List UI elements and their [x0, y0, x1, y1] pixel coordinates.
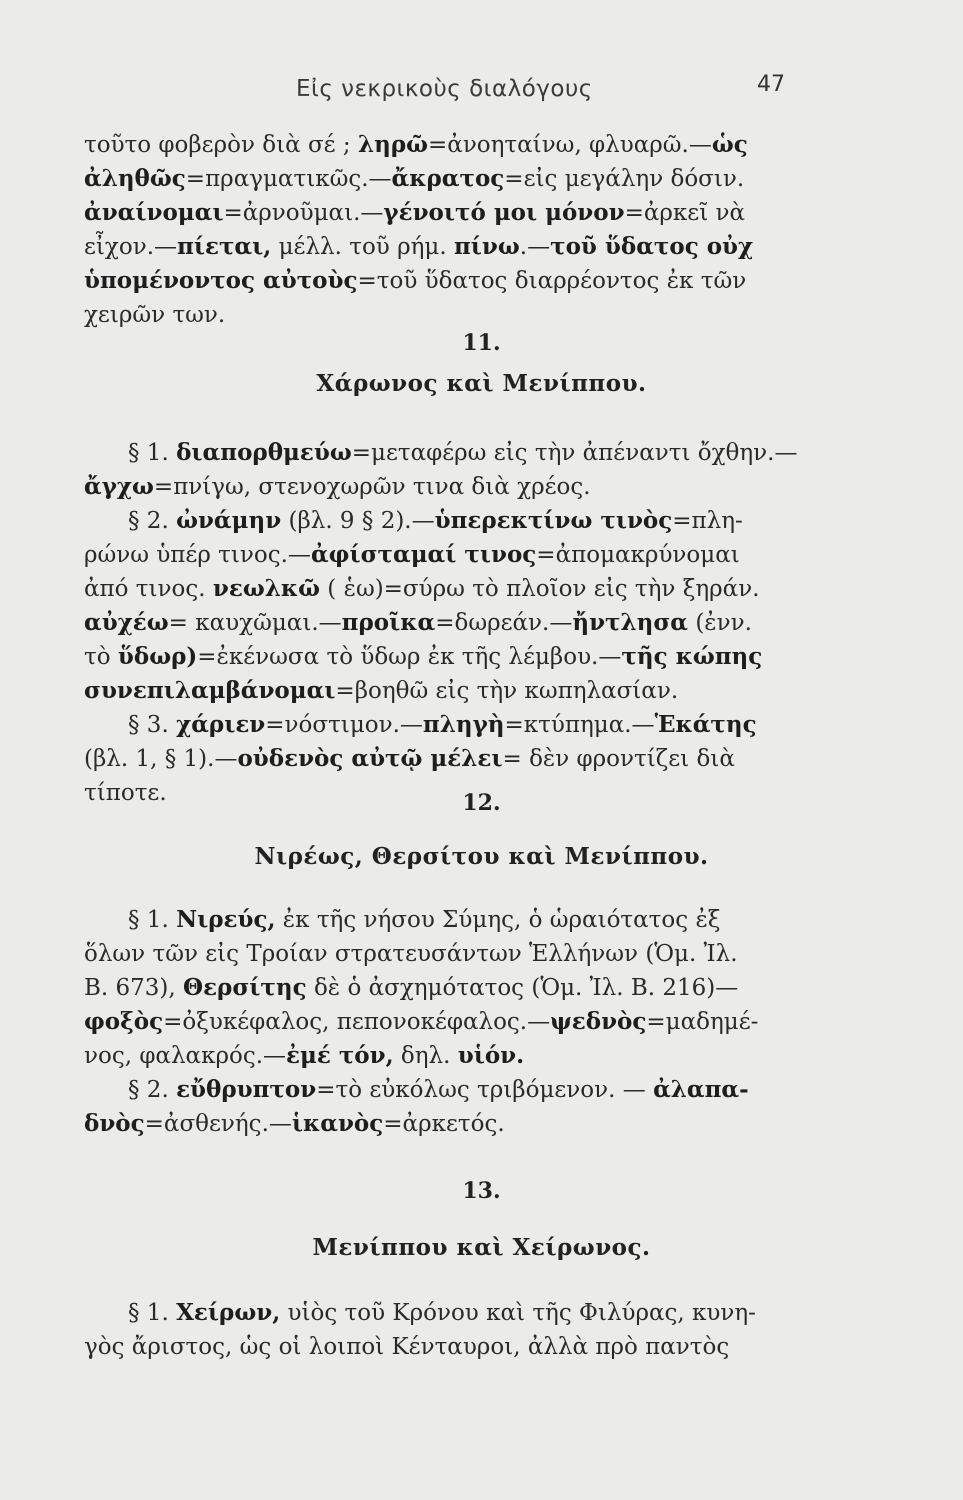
glossary-term: ψεδνὸς: [550, 1008, 647, 1035]
glossary-term: ὑπομένοντος αὐτοὺς: [84, 267, 358, 294]
text-line: [84, 196, 814, 230]
glossary-term: Θερσίτης: [183, 974, 307, 1001]
text-run: Β. 673),: [84, 975, 184, 1001]
text-line: [84, 903, 814, 937]
glossary-block-11: [84, 436, 814, 810]
text-run: (βλ. 9 § 2).—: [281, 508, 435, 534]
text-run: (ἐνν.: [688, 610, 752, 636]
text-run: =ἀσθενής.—: [144, 1111, 292, 1137]
section-title-13: Μενίππου καὶ Χείρωνος.: [312, 1234, 651, 1261]
text-run: (βλ. 1, § 1).—: [84, 746, 238, 772]
glossary-term: Νιρεύς,: [176, 906, 276, 933]
text-run: υἱὸς τοῦ Κρόνου καὶ τῆς Φιλύρας, κυνη-: [280, 1300, 756, 1326]
text-line: [84, 708, 814, 742]
text-run: δηλ.: [393, 1043, 458, 1069]
text-run: =πλη-: [672, 508, 743, 534]
text-run: =νόστιμον.—: [265, 712, 423, 738]
text-line: [84, 606, 814, 640]
glossary-term: δνὸς: [84, 1110, 145, 1137]
text-run: τίποτε.: [84, 780, 167, 806]
glossary-term: ἀλαπα-: [653, 1076, 749, 1103]
glossary-term: ἀφίσταμαί τινος: [310, 541, 537, 568]
text-run: =ἀρνοῦμαι.—: [223, 200, 384, 226]
section-number-12: 12.: [462, 790, 501, 816]
text-run: § 1.: [128, 440, 177, 466]
page-header: [0, 72, 963, 112]
glossary-term: Χείρων,: [176, 1299, 281, 1326]
glossary-term: Ἑκάτης: [654, 711, 757, 738]
text-line: [84, 1107, 814, 1141]
text-run: χειρῶν των.: [84, 302, 226, 328]
page-number: 47: [757, 72, 785, 97]
text-run: =δωρεάν.—: [435, 610, 573, 636]
text-line: [84, 162, 814, 196]
text-line: [84, 971, 814, 1005]
glossary-term: ὕδωρ): [117, 643, 198, 670]
text-line: [84, 1296, 814, 1330]
glossary-term: διαπορθμεύω: [176, 439, 352, 466]
text-run: = δὲν φροντίζει διὰ: [502, 746, 735, 772]
glossary-term: ἐμέ τόν,: [286, 1042, 394, 1069]
glossary-term: πίνω: [453, 233, 520, 260]
text-run: =εἰς μεγάλην δόσιν.: [504, 166, 745, 192]
text-line: [84, 436, 814, 470]
text-run: γὸς ἄριστος, ὡς οἱ λοιποὶ Κένταυροι, ἀλλὰ πρὸ παντὸς: [84, 1334, 730, 1360]
text-run: ἐκ τῆς νήσου Σύμης, ὁ ὡραιότατος ἐξ: [275, 907, 721, 933]
text-run: § 2.: [128, 1077, 177, 1103]
text-run: ( ἑω)=σύρω τὸ πλοῖον εἰς τὴν ξηράν.: [320, 576, 760, 602]
text-run: =βοηθῶ εἰς τὴν κωπηλασίαν.: [335, 678, 679, 704]
text-line: [84, 504, 814, 538]
glossary-term: χάριεν: [176, 711, 266, 738]
text-line: [84, 470, 814, 504]
glossary-block-12: [84, 903, 814, 1141]
running-head: Εἰς νεκρικοὺς διαλόγους: [296, 76, 593, 102]
glossary-term: ὡς: [711, 131, 748, 158]
text-run: § 2.: [128, 508, 177, 534]
text-run: ρώνω ὑπέρ τινος.—: [84, 542, 311, 568]
text-line: [84, 264, 814, 298]
glossary-term: ἄκρατος: [391, 165, 505, 192]
glossary-term: ἀληθῶς: [84, 165, 186, 192]
section-title-12: Νιρέως, Θερσίτου καὶ Μενίππου.: [254, 843, 709, 870]
glossary-term: πίεται,: [177, 233, 272, 260]
text-run: νος, φαλακρός.—: [84, 1043, 287, 1069]
text-run: μέλλ. τοῦ ρήμ.: [271, 234, 454, 260]
text-run: τοῦτο φοβερὸν διὰ σέ ;: [84, 132, 358, 158]
text-run: =ἀνοηταίνω, φλυαρῶ.—: [428, 132, 712, 158]
text-line: [84, 298, 814, 332]
glossary-term: συνεπιλαμβάνομαι: [84, 677, 336, 704]
text-run: =πνίγω, στενοχωρῶν τινα διὰ χρέος.: [153, 474, 591, 500]
glossary-term: οὐδενὸς αὐτῷ μέλει: [237, 745, 503, 772]
text-line: [84, 1039, 814, 1073]
glossary-term: ἱκανὸς: [291, 1110, 384, 1137]
text-run: =ἀρκεῖ νὰ: [624, 200, 746, 226]
text-run: =τοῦ ὕδατος διαρρέοντος ἐκ τῶν: [357, 268, 747, 294]
text-run: § 1.: [128, 907, 177, 933]
section-title-11: Χάρωνος καὶ Μενίππου.: [316, 370, 647, 397]
text-line: [84, 538, 814, 572]
glossary-term: υἱόν.: [457, 1042, 525, 1069]
text-line: [84, 128, 814, 162]
glossary-term: γένοιτό μοι μόνον: [383, 199, 625, 226]
text-run: =κτύπημα.—: [504, 712, 655, 738]
glossary-term: πληγὴ: [422, 711, 505, 738]
text-line: [84, 1005, 814, 1039]
glossary-term: αὐχέω: [84, 609, 169, 636]
glossary-term: προῖκα: [341, 609, 436, 636]
text-run: ἀπό τινος.: [84, 576, 213, 602]
text-line: [84, 742, 814, 776]
text-run: τὸ: [84, 644, 118, 670]
glossary-term: ὑπερεκτίνω τινὸς: [434, 507, 673, 534]
text-run: .—: [519, 234, 551, 260]
text-run: εἶχον.—: [84, 234, 178, 260]
glossary-term: τῆς κώπης: [621, 643, 763, 670]
text-run: § 3.: [128, 712, 177, 738]
text-line: [84, 1073, 814, 1107]
text-line: [84, 1330, 814, 1364]
text-run: =μεταφέρω εἰς τὴν ἀπέναντι ὄχθην.—: [351, 440, 798, 466]
glossary-term: ληρῶ: [357, 131, 429, 158]
text-run: δὲ ὁ ἀσχημότατος (Ὁμ. Ἰλ. Β. 216)—: [306, 975, 739, 1001]
glossary-term: τοῦ ὕδατος οὐχ: [550, 233, 754, 260]
text-run: = καυχῶμαι.—: [168, 610, 342, 636]
glossary-term: ἤντλησα: [572, 609, 689, 636]
section-number-13: 13.: [462, 1178, 501, 1204]
section-number-11: 11.: [462, 330, 501, 356]
text-run: =ὀξυκέφαλος, πεπονοκέφαλος.—: [163, 1009, 551, 1035]
text-line: [84, 572, 814, 606]
glossary-term: νεωλκῶ: [212, 575, 320, 602]
glossary-block-intro: [84, 128, 814, 332]
text-run: =ἀρκετός.: [383, 1111, 505, 1137]
glossary-term: ἀναίνομαι: [84, 199, 224, 226]
text-run: =μαδημέ-: [646, 1009, 759, 1035]
text-run: § 1.: [128, 1300, 177, 1326]
text-run: =πραγματικῶς.—: [185, 166, 392, 192]
text-run: =ἐκένωσα τὸ ὕδωρ ἐκ τῆς λέμβου.—: [197, 644, 622, 670]
glossary-block-13: [84, 1296, 814, 1364]
text-line: [84, 230, 814, 264]
text-line: [84, 937, 814, 971]
glossary-term: ὠνάμην: [176, 507, 282, 534]
text-run: =τὸ εὐκόλως τριβόμενον. —: [316, 1077, 654, 1103]
glossary-term: εὔθρυπτον: [176, 1076, 317, 1103]
text-run: ὅλων τῶν εἰς Τροίαν στρατευσάντων Ἑλλήνων (Ὁμ. Ἰλ.: [84, 941, 738, 967]
text-line: [84, 674, 814, 708]
text-line: [84, 640, 814, 674]
text-run: =ἀπομακρύνομαι: [536, 542, 740, 568]
glossary-term: φοξὸς: [84, 1008, 164, 1035]
glossary-term: ἄγχω: [84, 473, 154, 500]
